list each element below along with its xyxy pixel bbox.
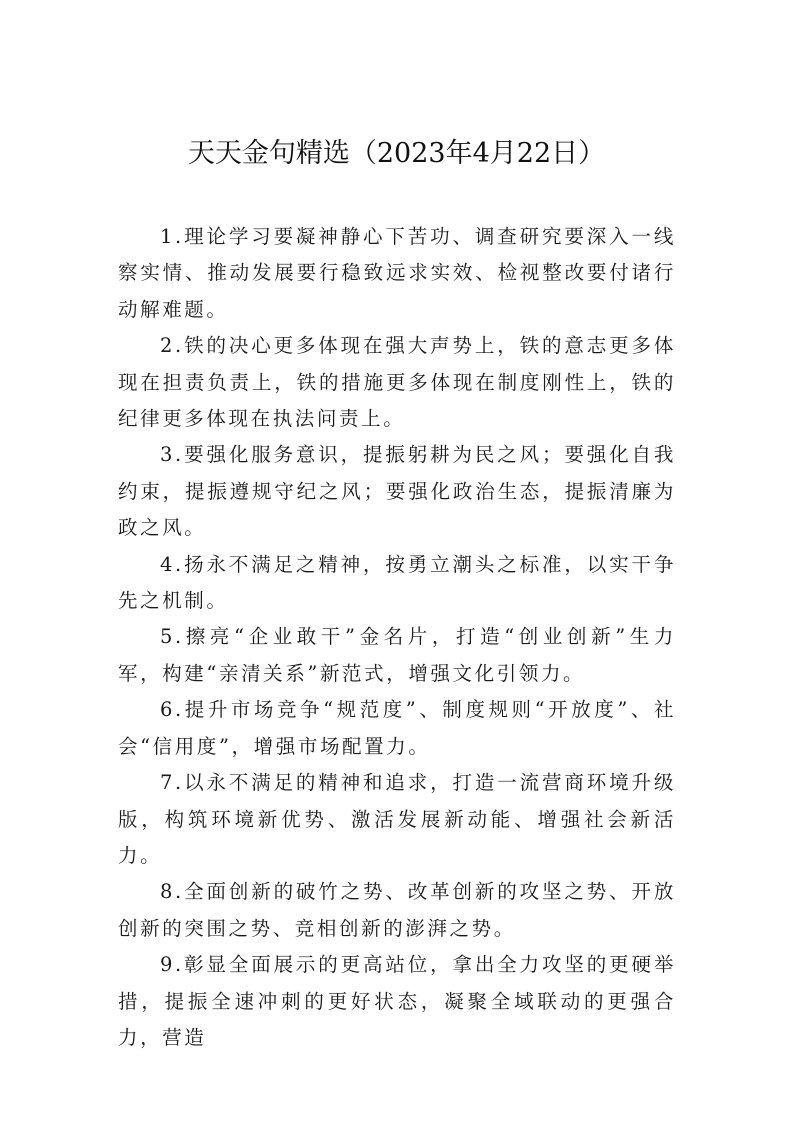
- quote-item-6: 6.提升市场竞争“规范度”、制度规则“开放度”、社会“信用度”，增强市场配置力。: [118, 698, 676, 758]
- quote-item-4: 4.扬永不满足之精神，按勇立潮头之标准，以实干争先之机制。: [118, 552, 676, 613]
- quote-item-7: 7.以永不满足的精神和追求，打造一流营商环境升级版，构筑环境新优势、激活发展新动能、增强社会新活力。: [118, 771, 676, 867]
- quote-item-3: 3.要强化服务意识，提振躬耕为民之风；要强化自我约束，提振遵规守纪之风；要强化政治生态，提振清廉为政之风。: [118, 443, 676, 540]
- quote-item-1: 1.理论学习要凝神静心下苦功、调查研究要深入一线察实情、推动发展要行稳致远求实效、检视整改要付诸行动解难题。: [118, 225, 676, 321]
- quote-item-2: 2.铁的决心更多体现在强大声势上，铁的意志更多体现在担责负责上，铁的措施更多体现在制度刚性上，铁的纪律更多体现在执法问责上。: [118, 334, 676, 431]
- quote-item-5: 5.擦亮“企业敢干”金名片，打造“创业创新”生力军，构建“亲清关系”新范式，增强文化引领力。: [118, 625, 676, 685]
- quote-item-9: 9.彰显全面展示的更高站位，拿出全力攻坚的更硬举措，提振全速冲刺的更好状态，凝聚全域联动的更强合力，营造: [118, 953, 676, 1049]
- document-body: [118, 219, 676, 1056]
- quote-item-8: 8.全面创新的破竹之势、改革创新的攻坚之势、开放创新的突围之势、竞相创新的澎湃之势。: [118, 880, 676, 940]
- document-title: 天天金句精选（2023年4月22日）: [187, 138, 606, 169]
